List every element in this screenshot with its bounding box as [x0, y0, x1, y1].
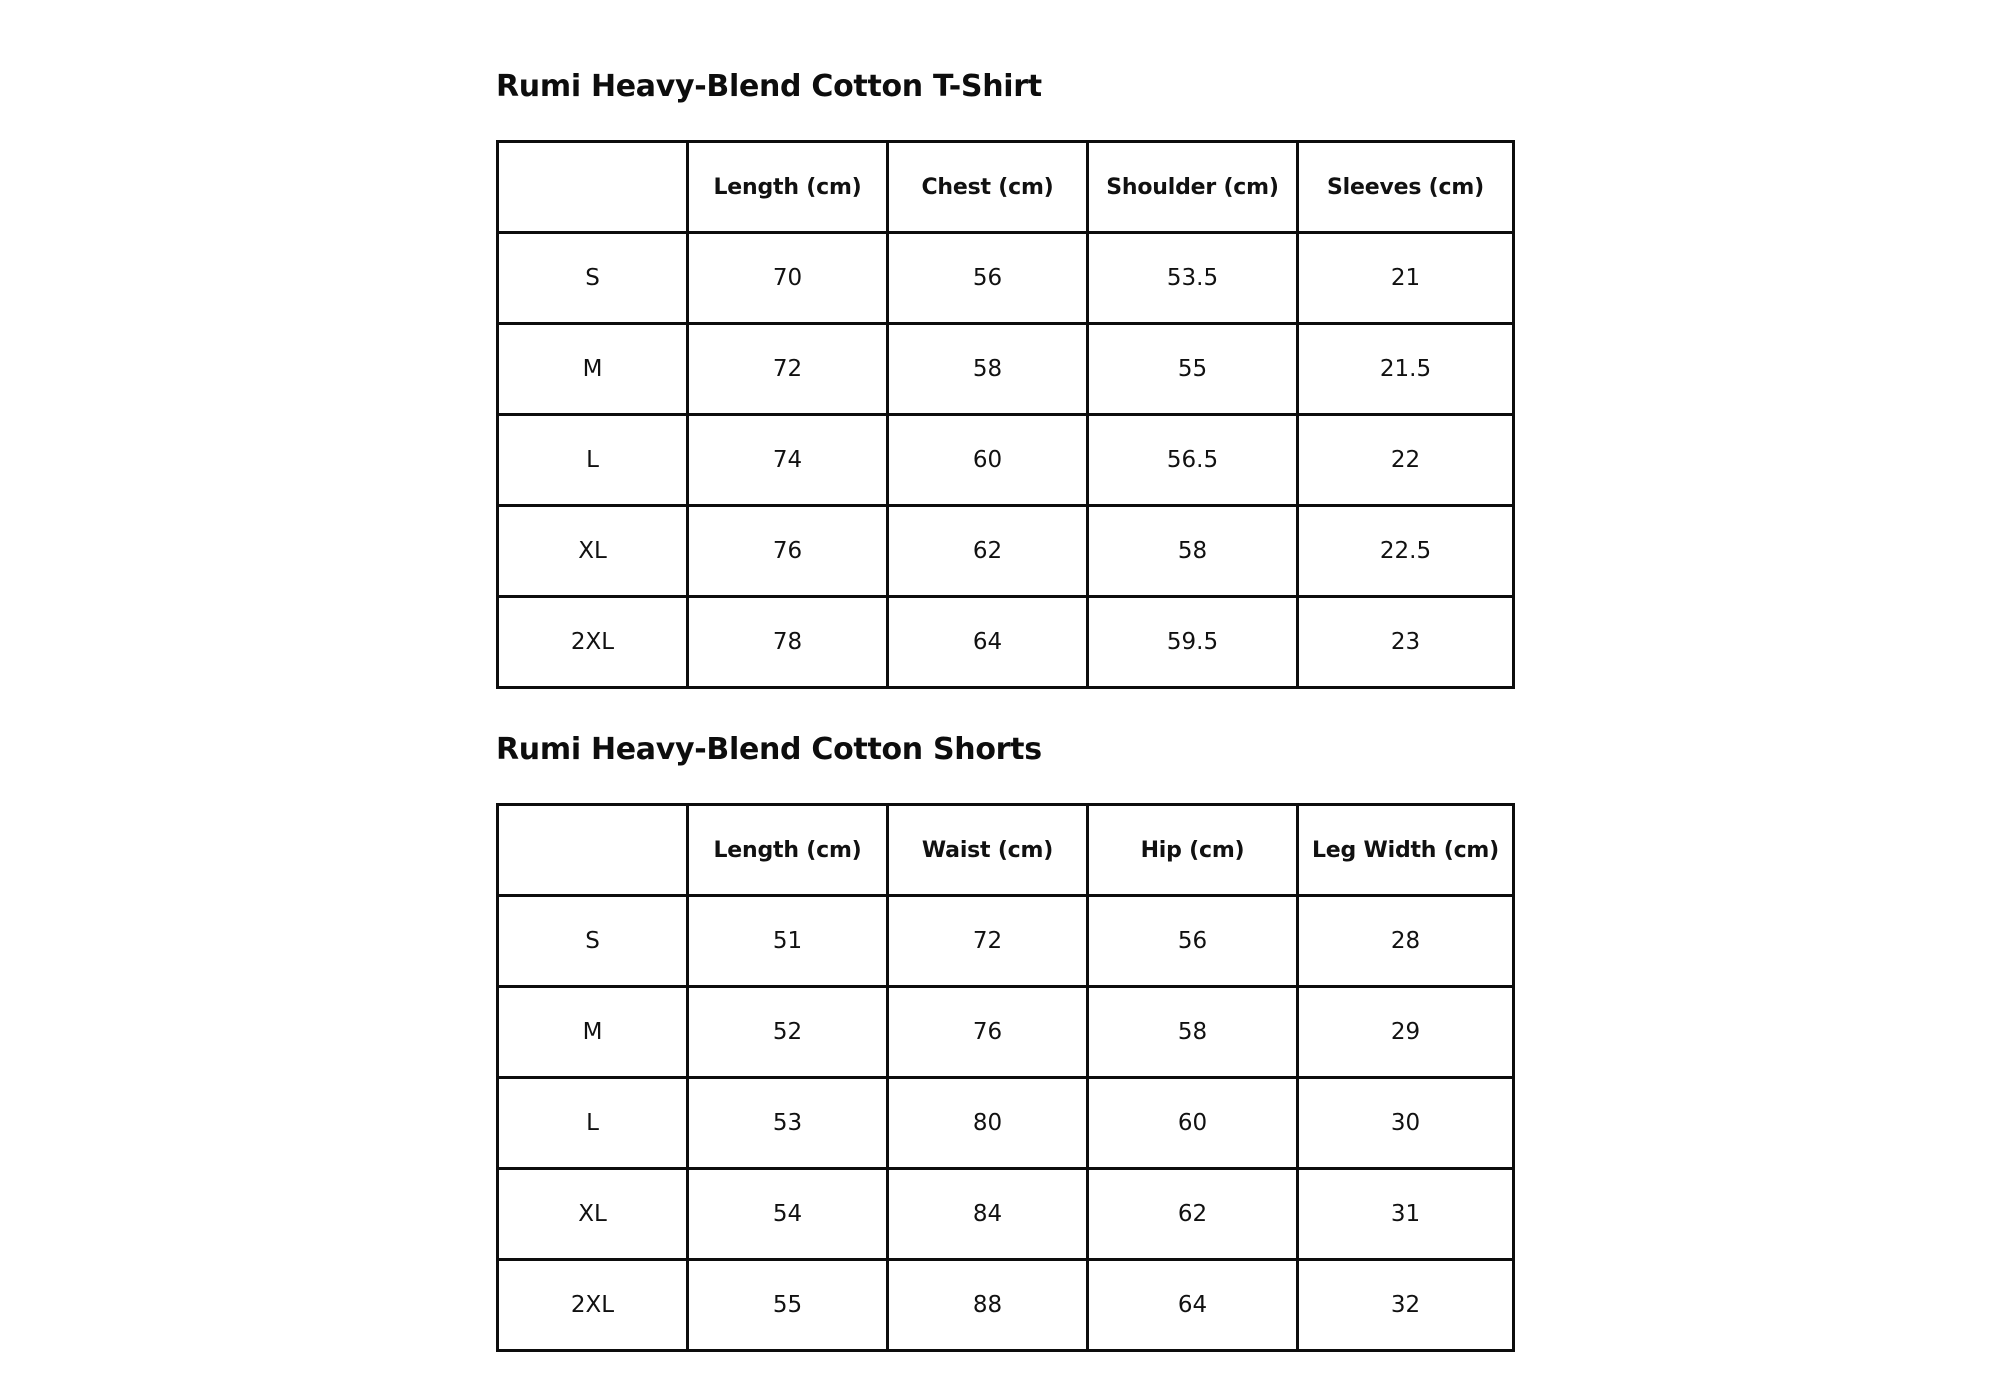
table-row [498, 597, 1514, 688]
header-cell-shoulder: Shoulder (cm) [1088, 142, 1298, 233]
waist-cell: 76 [888, 987, 1088, 1078]
shorts-chart-title: Rumi Heavy-Blend Cotton Shorts [496, 732, 1042, 767]
header-cell-sleeves: Sleeves (cm) [1298, 142, 1514, 233]
size-label-cell: 2XL [498, 1260, 688, 1351]
sleeves-cell: 22.5 [1298, 506, 1514, 597]
waist-cell: 88 [888, 1260, 1088, 1351]
chest-cell: 62 [888, 506, 1088, 597]
size-label-cell: S [498, 233, 688, 324]
table-row [498, 1260, 1514, 1351]
leg-width-cell: 28 [1298, 896, 1514, 987]
size-label-cell: XL [498, 506, 688, 597]
shorts-size-chart [496, 725, 1512, 1318]
leg-width-cell: 29 [1298, 987, 1514, 1078]
header-cell-chest: Chest (cm) [888, 142, 1088, 233]
shorts-size-table [496, 803, 1515, 1352]
waist-cell: 72 [888, 896, 1088, 987]
table-row [498, 506, 1514, 597]
sleeves-cell: 21.5 [1298, 324, 1514, 415]
length-cell: 72 [688, 324, 888, 415]
hip-cell: 60 [1088, 1078, 1298, 1169]
leg-width-cell: 31 [1298, 1169, 1514, 1260]
length-cell: 76 [688, 506, 888, 597]
tshirt-chart-title: Rumi Heavy-Blend Cotton T-Shirt [496, 69, 1042, 104]
sleeves-cell: 22 [1298, 415, 1514, 506]
hip-cell: 56 [1088, 896, 1298, 987]
hip-cell: 62 [1088, 1169, 1298, 1260]
size-label-cell: 2XL [498, 597, 688, 688]
tshirt-size-table [496, 140, 1515, 689]
leg-width-cell: 32 [1298, 1260, 1514, 1351]
header-cell-size [498, 805, 688, 896]
table-row [498, 896, 1514, 987]
chest-cell: 58 [888, 324, 1088, 415]
waist-cell: 80 [888, 1078, 1088, 1169]
size-label-cell: XL [498, 1169, 688, 1260]
table-row [498, 324, 1514, 415]
size-label-cell: M [498, 324, 688, 415]
size-label-cell: S [498, 896, 688, 987]
table-row [498, 1078, 1514, 1169]
chest-cell: 64 [888, 597, 1088, 688]
table-row [498, 415, 1514, 506]
table-header-row [498, 805, 1514, 896]
shoulder-cell: 53.5 [1088, 233, 1298, 324]
header-cell-leg-width: Leg Width (cm) [1298, 805, 1514, 896]
sleeves-cell: 21 [1298, 233, 1514, 324]
leg-width-cell: 30 [1298, 1078, 1514, 1169]
hip-cell: 64 [1088, 1260, 1298, 1351]
tshirt-size-chart [496, 62, 1512, 655]
table-row [498, 233, 1514, 324]
header-cell-hip: Hip (cm) [1088, 805, 1298, 896]
shoulder-cell: 55 [1088, 324, 1298, 415]
size-label-cell: L [498, 1078, 688, 1169]
shoulder-cell: 59.5 [1088, 597, 1298, 688]
length-cell: 55 [688, 1260, 888, 1351]
length-cell: 70 [688, 233, 888, 324]
header-cell-length: Length (cm) [688, 142, 888, 233]
length-cell: 51 [688, 896, 888, 987]
sleeves-cell: 23 [1298, 597, 1514, 688]
table-row [498, 987, 1514, 1078]
shoulder-cell: 58 [1088, 506, 1298, 597]
chest-cell: 56 [888, 233, 1088, 324]
table-row [498, 1169, 1514, 1260]
length-cell: 52 [688, 987, 888, 1078]
length-cell: 78 [688, 597, 888, 688]
header-cell-waist: Waist (cm) [888, 805, 1088, 896]
length-cell: 53 [688, 1078, 888, 1169]
length-cell: 74 [688, 415, 888, 506]
shoulder-cell: 56.5 [1088, 415, 1298, 506]
table-header-row [498, 142, 1514, 233]
header-cell-length: Length (cm) [688, 805, 888, 896]
header-cell-size [498, 142, 688, 233]
length-cell: 54 [688, 1169, 888, 1260]
chest-cell: 60 [888, 415, 1088, 506]
waist-cell: 84 [888, 1169, 1088, 1260]
size-label-cell: M [498, 987, 688, 1078]
size-label-cell: L [498, 415, 688, 506]
hip-cell: 58 [1088, 987, 1298, 1078]
